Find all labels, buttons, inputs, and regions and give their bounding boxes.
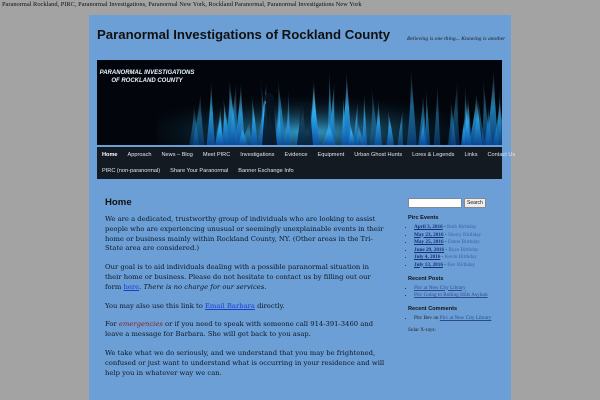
event-item (414, 232, 503, 239)
comment-item: • Pirc Bev on Pirc at New City Library (414, 315, 503, 322)
content-heading: Home (105, 197, 132, 208)
search-button[interactable]: Search (464, 198, 486, 208)
banner-logo-line1: PARANORMAL INVESTIGATIONS (99, 70, 195, 76)
nav-item-pirc-non-paranormal[interactable]: PIRC (non-paranormal) (102, 168, 161, 174)
comment-post-link[interactable]: Pirc at New City Library (439, 315, 492, 321)
contact-form-link[interactable]: here (123, 282, 140, 291)
event-separator: - (442, 224, 448, 230)
nav-item-urban-ghost-hunts[interactable]: Urban Ghost Hunts (354, 152, 403, 158)
event-date-link[interactable]: July 4, 2016 (414, 254, 441, 260)
nav-item-links[interactable]: Links (464, 152, 478, 158)
nav-item-evidence[interactable]: Evidence (284, 152, 308, 158)
page-container (89, 15, 516, 400)
event-name: Kevin Birthday (444, 254, 477, 260)
recent-comments-title: Recent Comments (408, 306, 458, 312)
no-charge-note: There is no charge for our services. (143, 282, 267, 291)
nav-item-share-your-paranormal[interactable]: Share Your Paranormal (170, 168, 229, 174)
event-item (414, 224, 503, 231)
recent-post-link[interactable]: Pirc Going to Rolling Hills Asylum (414, 292, 488, 298)
site-title[interactable]: Paranormal Investigations of Rockland County (97, 27, 391, 42)
comment-author: Pirc Bev (414, 315, 433, 321)
search-form (408, 197, 503, 208)
site-description: Believing is one thing... Knowing is another (407, 36, 506, 42)
nav-item-equipment[interactable]: Equipment (317, 152, 345, 158)
event-separator: - (443, 231, 448, 238)
banner-image (97, 60, 502, 145)
nav-item-news-blog[interactable]: News – Blog (161, 152, 193, 158)
nav-item-home[interactable]: Home (102, 152, 118, 158)
recent-comments-list (408, 315, 503, 322)
serious-paragraph: We take what we do seriously, and we understand that you may be frightened, confused or just want to understand what is occurring in your residence and will help you in whatever way we can. (105, 348, 385, 377)
nav-item-approach[interactable]: Approach (127, 152, 152, 158)
main-content (105, 197, 387, 387)
event-name: Ryan Birthday (448, 246, 479, 253)
email-paragraph: You may also use this link to Email Barbara directly. (105, 301, 285, 310)
emergency-paragraph: For emergencies or if you need to speak with someone call 914-391-3460 and leave a message for Barbara. She will get back to you asap. (105, 320, 374, 339)
event-separator: - (444, 246, 449, 253)
event-item (414, 254, 503, 261)
event-name: Bev Birthday (447, 261, 476, 268)
event-separator: - (440, 254, 445, 260)
nav-item-investigations[interactable]: Investigations (240, 152, 275, 158)
nav-row-secondary (97, 163, 299, 179)
emergencies-text: emergencies (118, 320, 163, 329)
event-item (414, 239, 503, 246)
recent-post-link[interactable]: Pirc at New City Library (414, 284, 466, 291)
recent-posts-list (408, 285, 503, 300)
page-title-bar: Paranormal Rockland, PIRC, Paranormal Investigations, Paranormal New York, Rockland Paranormal, Paranormal Investigations New York (2, 1, 362, 8)
goal-paragraph: Our goal is to aid individuals dealing with a possible paranormal situation in their home or business. Please do not hesitate to contact us by filling out our form here. There is no charge for our services. (105, 263, 371, 291)
event-date-link[interactable]: June 29, 2016 (414, 246, 445, 253)
event-item (414, 247, 503, 254)
intro-paragraph: We are a dedicated, trustworthy group of individuals who are looking to assist people who are experiencing unusual or seemingly unexplainable events in their home or business mainly within Rockland County, NY. (Other areas in the Tri-State area are considered.) (105, 215, 384, 253)
event-name: Barb Birthday (447, 224, 477, 230)
header-banner (97, 60, 502, 145)
main-navigation (97, 147, 516, 179)
email-barbara-link[interactable]: Email Barbara (204, 301, 255, 310)
event-item (414, 262, 503, 269)
events-list (408, 224, 503, 269)
event-date-link[interactable]: July 13, 2016 (414, 261, 443, 268)
nav-item-contact-us[interactable]: Contact Us (487, 152, 516, 158)
event-name: Sherry Birthday (447, 231, 482, 238)
nav-item-banner-exchange-info[interactable]: Banner Exchange Info (238, 168, 294, 174)
event-date-link[interactable]: May 25, 2016 (414, 239, 444, 245)
event-separator: - (442, 261, 448, 268)
nav-item-lores-legends[interactable]: Lores & Legends (412, 152, 455, 158)
event-date-link[interactable]: May 23, 2016 (414, 231, 444, 238)
recent-post-item (414, 285, 503, 292)
banner-logo-line2: OF ROCKLAND COUNTY (111, 78, 183, 84)
recent-post-item (414, 292, 503, 299)
recent-posts-title: Recent Posts (408, 275, 444, 282)
solar-xrays-label: Solar X-rays: (408, 327, 436, 333)
sidebar (408, 197, 503, 333)
events-widget-title: Pirc Events (408, 215, 439, 221)
event-name: Dante Birthday (447, 239, 480, 245)
search-input[interactable] (408, 198, 462, 208)
nav-row-primary (97, 147, 520, 163)
event-date-link[interactable]: April 3, 2016 (414, 224, 443, 230)
event-separator: - (443, 239, 448, 245)
nav-item-meet-pirc[interactable]: Meet PIRC (202, 152, 231, 158)
